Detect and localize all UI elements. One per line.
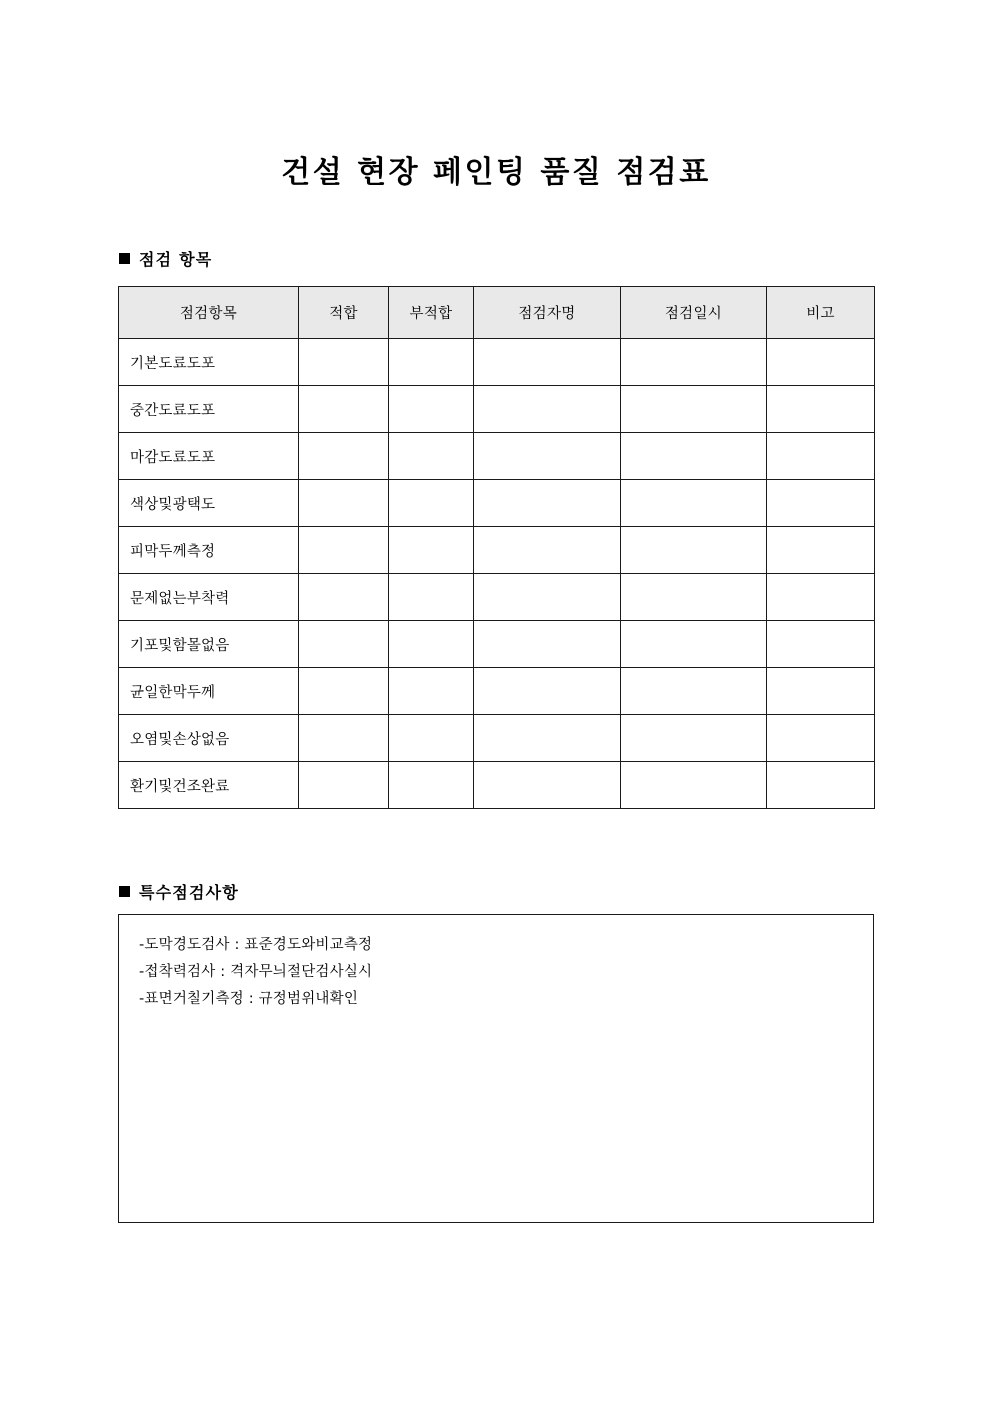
cell-inspector[interactable] [474, 433, 621, 480]
cell-fail[interactable] [389, 386, 474, 433]
cell-inspector[interactable] [474, 715, 621, 762]
cell-remark[interactable] [767, 339, 875, 386]
cell-pass[interactable] [299, 715, 389, 762]
cell-item: 중간도료도포 [119, 386, 299, 433]
cell-pass[interactable] [299, 574, 389, 621]
cell-item: 환기및건조완료 [119, 762, 299, 809]
column-header-datetime: 점검일시 [621, 287, 767, 339]
table-header [119, 287, 875, 339]
cell-inspector[interactable] [474, 480, 621, 527]
cell-inspector[interactable] [474, 574, 621, 621]
cell-remark[interactable] [767, 574, 875, 621]
cell-inspector[interactable] [474, 386, 621, 433]
cell-fail[interactable] [389, 762, 474, 809]
table-row [119, 527, 875, 574]
cell-datetime[interactable] [621, 574, 767, 621]
cell-fail[interactable] [389, 574, 474, 621]
cell-remark[interactable] [767, 762, 875, 809]
cell-pass[interactable] [299, 339, 389, 386]
table-row [119, 433, 875, 480]
cell-pass[interactable] [299, 386, 389, 433]
cell-fail[interactable] [389, 480, 474, 527]
cell-datetime[interactable] [621, 668, 767, 715]
cell-datetime[interactable] [621, 621, 767, 668]
table-row [119, 762, 875, 809]
cell-pass[interactable] [299, 621, 389, 668]
cell-pass[interactable] [299, 433, 389, 480]
square-bullet-icon [119, 253, 130, 264]
cell-inspector[interactable] [474, 621, 621, 668]
cell-remark[interactable] [767, 386, 875, 433]
cell-fail[interactable] [389, 339, 474, 386]
section-heading-special-notes-label: 특수점검사항 [139, 883, 239, 902]
cell-item: 마감도료도포 [119, 433, 299, 480]
cell-remark[interactable] [767, 480, 875, 527]
table-row [119, 574, 875, 621]
section-heading-inspection-items-label: 점검 항목 [139, 250, 213, 269]
column-header-remark: 비고 [767, 287, 875, 339]
cell-pass[interactable] [299, 480, 389, 527]
table-body [119, 339, 875, 809]
cell-datetime[interactable] [621, 433, 767, 480]
table-row [119, 386, 875, 433]
cell-datetime[interactable] [621, 715, 767, 762]
square-bullet-icon [119, 886, 130, 897]
cell-datetime[interactable] [621, 339, 767, 386]
cell-item: 기포및함몰없음 [119, 621, 299, 668]
column-header-pass: 적합 [299, 287, 389, 339]
table-row [119, 668, 875, 715]
special-notes-list [139, 932, 372, 1013]
cell-item: 피막두께측정 [119, 527, 299, 574]
cell-inspector[interactable] [474, 527, 621, 574]
cell-remark[interactable] [767, 715, 875, 762]
column-header-inspector: 점검자명 [474, 287, 621, 339]
table-row [119, 339, 875, 386]
cell-remark[interactable] [767, 621, 875, 668]
cell-fail[interactable] [389, 527, 474, 574]
section-heading-special-notes [119, 882, 239, 904]
inspection-table [118, 286, 875, 809]
cell-remark[interactable] [767, 433, 875, 480]
column-header-fail: 부적합 [389, 287, 474, 339]
cell-datetime[interactable] [621, 762, 767, 809]
cell-inspector[interactable] [474, 339, 621, 386]
cell-inspector[interactable] [474, 668, 621, 715]
cell-pass[interactable] [299, 668, 389, 715]
cell-fail[interactable] [389, 621, 474, 668]
section-heading-inspection-items [119, 249, 212, 271]
table-header-row [119, 287, 875, 339]
table-row [119, 715, 875, 762]
page-title: 건설 현장 페인팅 품질 점검표 [281, 155, 711, 191]
cell-datetime[interactable] [621, 480, 767, 527]
list-item: -도막경도검사 : 표준경도와비교측정 [139, 937, 373, 953]
cell-remark[interactable] [767, 668, 875, 715]
cell-fail[interactable] [389, 668, 474, 715]
cell-item: 균일한막두께 [119, 668, 299, 715]
cell-datetime[interactable] [621, 386, 767, 433]
list-item: -접착력검사 : 격자무늬절단검사실시 [139, 964, 373, 980]
column-header-item: 점검항목 [119, 287, 299, 339]
cell-item: 문제없는부착력 [119, 574, 299, 621]
table-row [119, 480, 875, 527]
cell-pass[interactable] [299, 762, 389, 809]
cell-inspector[interactable] [474, 762, 621, 809]
cell-item: 오염및손상없음 [119, 715, 299, 762]
cell-item: 색상및광택도 [119, 480, 299, 527]
cell-datetime[interactable] [621, 527, 767, 574]
cell-fail[interactable] [389, 433, 474, 480]
special-notes-box[interactable] [118, 914, 874, 1223]
cell-item: 기본도료도포 [119, 339, 299, 386]
cell-fail[interactable] [389, 715, 474, 762]
cell-pass[interactable] [299, 527, 389, 574]
table-row [119, 621, 875, 668]
list-item: -표면거칠기측정 : 규정범위내확인 [139, 991, 359, 1007]
cell-remark[interactable] [767, 527, 875, 574]
